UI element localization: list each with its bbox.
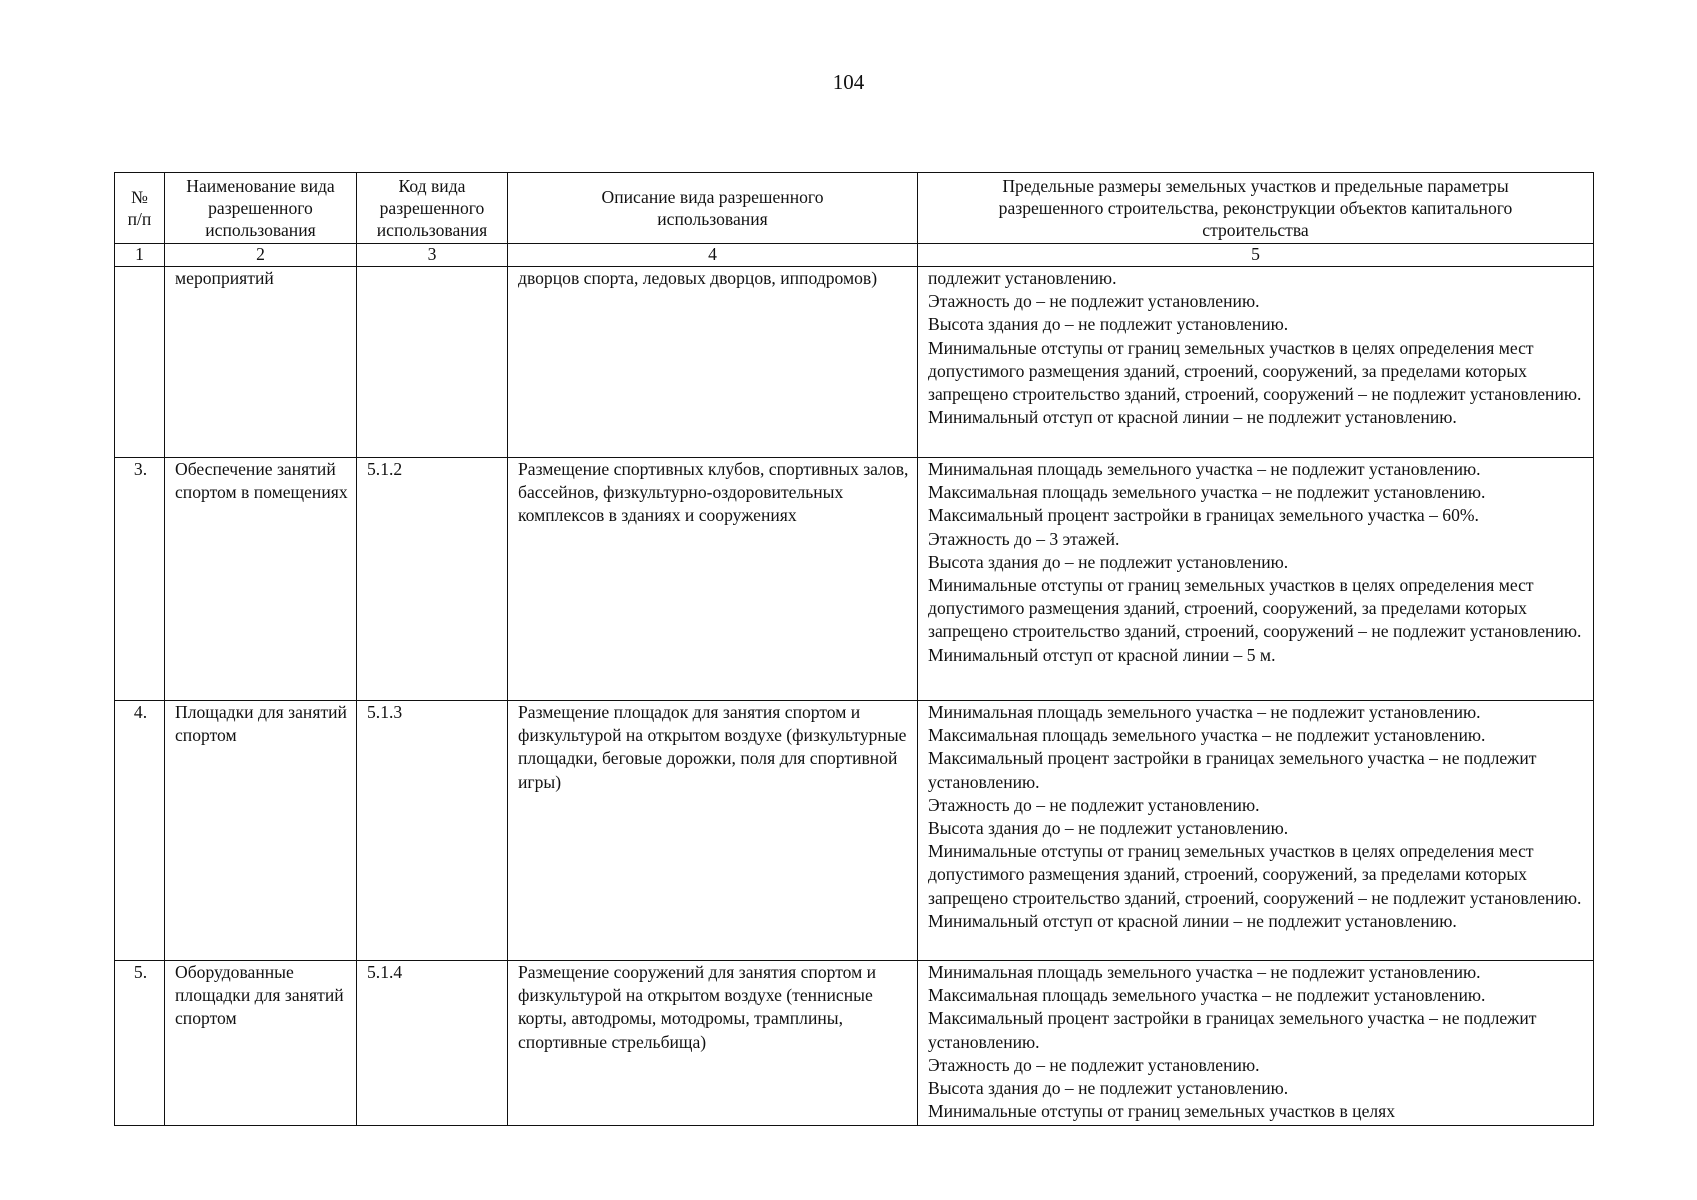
- parameter-line: Минимальный отступ от красной линии – 5 м.: [928, 644, 1276, 665]
- parameter-line: Высота здания до – не подлежит установлению.: [928, 314, 1289, 335]
- row-number: [115, 267, 165, 458]
- parameter-line: Высота здания до – не подлежит установлению.: [928, 551, 1289, 572]
- row-number: 3.: [115, 458, 165, 701]
- use-name: мероприятий: [165, 267, 357, 458]
- parameter-line: Этажность до – не подлежит установлению.: [928, 794, 1260, 815]
- page-number: 104: [832, 70, 865, 94]
- header-limit-parameters: Предельные размеры земельных участков и предельные параметры разрешенного строительства, реконструкции объектов капитального строительства: [918, 173, 1594, 244]
- parameter-line: Этажность до – не подлежит установлению.: [928, 291, 1260, 312]
- parameter-line: подлежит установлению.: [928, 268, 1117, 288]
- column-number: 1: [115, 244, 165, 267]
- limit-parameters: [918, 961, 1594, 1126]
- header-use-name: Наименование вида разрешенного использования: [165, 173, 357, 244]
- parameter-line: Минимальный отступ от красной линии – не подлежит установлению.: [928, 910, 1457, 931]
- row-number: 5.: [115, 961, 165, 1126]
- table-row: [115, 701, 1594, 961]
- parameter-line: Высота здания до – не подлежит установлению.: [928, 818, 1289, 839]
- header-use-code: Код вида разрешенного использования: [357, 173, 508, 244]
- table-row: [115, 961, 1594, 1126]
- use-name: Площадки для занятий спортом: [165, 701, 357, 961]
- table-row: [115, 458, 1594, 701]
- parameter-line: Максимальная площадь земельного участка – не подлежит установлению.: [928, 985, 1486, 1006]
- regulations-table: [114, 172, 1594, 1126]
- parameter-line: Минимальный отступ от красной линии – не подлежит установлению.: [928, 407, 1457, 428]
- parameter-line: Максимальный процент застройки в границах земельного участка – 60%.: [928, 505, 1479, 526]
- parameter-line: Этажность до – 3 этажей.: [928, 528, 1120, 549]
- parameter-line: Минимальная площадь земельного участка – не подлежит установлению.: [928, 459, 1481, 479]
- parameter-line: Минимальные отступы от границ земельных участков в целях определения мест допустимого размещения зданий, строений, сооружений, за пределами которых запрещено строительство зданий, строений, сооружений – не подлежит установлению.: [928, 841, 1582, 908]
- parameter-line: Минимальные отступы от границ земельных участков в целях определения мест допустимого размещения зданий, строений, сооружений, за пределами которых запрещено строительство зданий, строений, сооружений – не подлежит установлению.: [928, 337, 1582, 405]
- use-description: Размещение площадок для занятия спортом и физкультурой на открытом воздухе (физкультурные площадки, беговые дорожки, поля для спортивной игры): [508, 701, 918, 961]
- table-header-row: [115, 173, 1594, 244]
- parameter-line: Высота здания до – не подлежит установлению.: [928, 1078, 1289, 1099]
- column-number-row: [115, 244, 1594, 267]
- use-name: Оборудованные площадки для занятий спортом: [165, 961, 357, 1126]
- use-code: 5.1.2: [357, 458, 508, 701]
- limit-parameters: [918, 267, 1594, 458]
- use-description: дворцов спорта, ледовых дворцов, ипподромов): [508, 267, 918, 458]
- parameter-line: Максимальный процент застройки в границах земельного участка – не подлежит установлению.: [928, 748, 1537, 792]
- column-number: 5: [918, 244, 1594, 267]
- header-use-description: Описание вида разрешенного использования: [508, 173, 918, 244]
- use-description: Размещение сооружений для занятия спортом и физкультурой на открытом воздухе (теннисные корты, автодромы, мотодромы, трамплины, спортивные стрельбища): [508, 961, 918, 1126]
- use-code: 5.1.3: [357, 701, 508, 961]
- parameter-line: Минимальные отступы от границ земельных участков в целях: [928, 1101, 1396, 1122]
- limit-parameters: [918, 701, 1594, 961]
- use-name: Обеспечение занятий спортом в помещениях: [165, 458, 357, 701]
- use-description: Размещение спортивных клубов, спортивных залов, бассейнов, физкультурно-оздоровительных комплексов в зданиях и сооружениях: [508, 458, 918, 701]
- parameter-line: Максимальная площадь земельного участка – не подлежит установлению.: [928, 725, 1486, 746]
- parameter-line: Минимальные отступы от границ земельных участков в целях определения мест допустимого размещения зданий, строений, сооружений, за пределами которых запрещено строительство зданий, строений, сооружений – не подлежит установлению.: [928, 575, 1582, 642]
- row-number: 4.: [115, 701, 165, 961]
- limit-parameters: [918, 458, 1594, 701]
- use-code: [357, 267, 508, 458]
- parameter-line: Минимальная площадь земельного участка – не подлежит установлению.: [928, 702, 1481, 722]
- column-number: 2: [165, 244, 357, 267]
- parameter-line: Этажность до – не подлежит установлению.: [928, 1054, 1260, 1075]
- header-number: № п/п: [115, 173, 165, 244]
- table-row: [115, 267, 1594, 458]
- parameter-line: Минимальная площадь земельного участка – не подлежит установлению.: [928, 962, 1481, 982]
- column-number: 4: [508, 244, 918, 267]
- use-code: 5.1.4: [357, 961, 508, 1126]
- parameter-line: Максимальный процент застройки в границах земельного участка – не подлежит установлению.: [928, 1008, 1537, 1052]
- parameter-line: Максимальная площадь земельного участка – не подлежит установлению.: [928, 482, 1486, 503]
- column-number: 3: [357, 244, 508, 267]
